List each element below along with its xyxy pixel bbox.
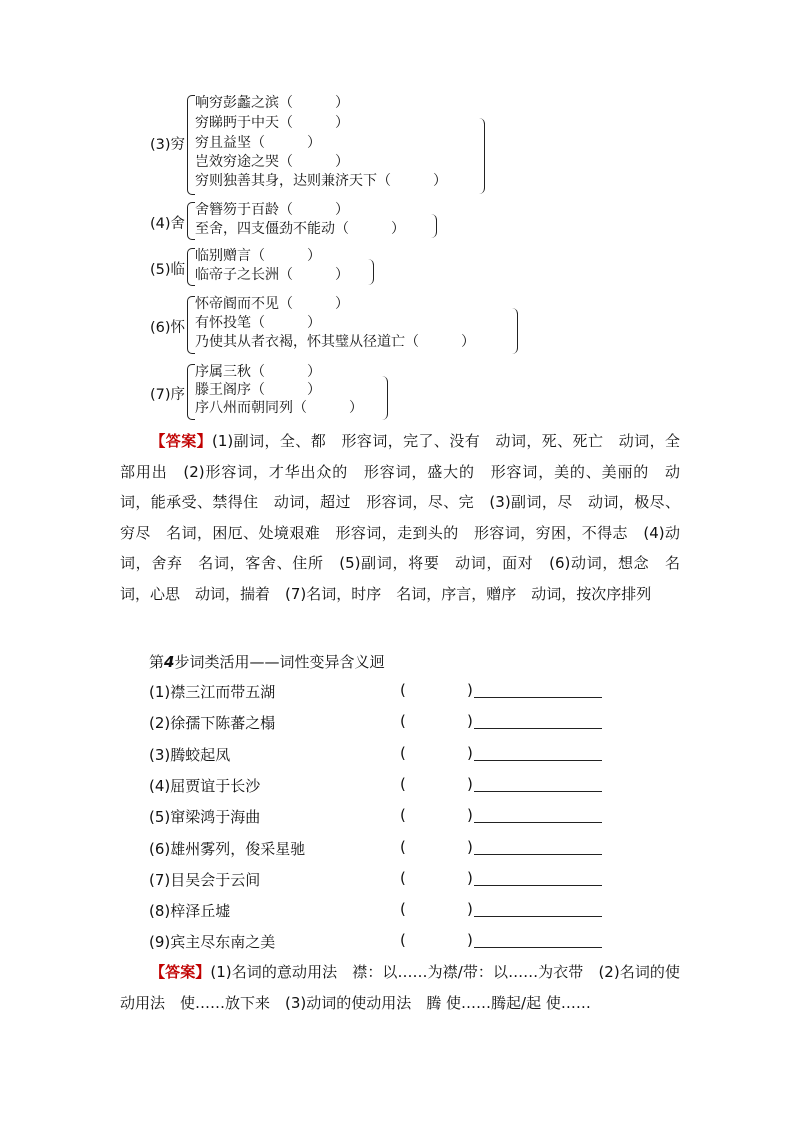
question-row: (4)屈贾谊于长沙 ( ) (149, 775, 609, 797)
answer-blank[interactable] (474, 697, 602, 698)
left-brace (187, 296, 195, 354)
list-item: 穷且益坚（ ） (195, 135, 321, 151)
right-brace (431, 214, 437, 238)
list-item: 穷则独善其身，达则兼济天下（ ） (195, 173, 447, 189)
left-brace (187, 202, 195, 240)
answer-block-2 (120, 957, 680, 1018)
list-item: 至舍，四支僵劲不能动（ ） (195, 221, 405, 237)
list-item: 怀帝阍而不见（ ） (195, 296, 349, 312)
answer-blank[interactable] (474, 822, 602, 823)
question-row: (1)襟三江而带五湖 ( ) (149, 681, 609, 703)
answer-text: (1)副词，全、都 形容词，完了、没有 动词，死、死亡 动词，全部用出 (2)形容词，才华出众的 形容词，盛大的 形容词，美的、美丽的 动词，能承受、禁得住 动词，超过 形容词，尽、完 (3)副词，尽 动词，极尽、穷尽 名词，困厄、处境艰难 形容词，走到头的 形容词，穷困，不得志 (4)动词，舍弃 名词，客舍、住所 (5)副词，将要 动词，面对 (6)动词，想念 名词，心思 动词，揣着 (7)名词，时序 名词，序言，赠序 动词，按次序排列 (120, 432, 680, 603)
question-row: (9)宾主尽东南之美 ( ) (149, 931, 609, 953)
step-title: 第4步词类活用——词性变异含义迥 (149, 653, 385, 671)
right-brace (479, 118, 485, 194)
list-item: 舍簪笏于百龄（ ） (195, 202, 349, 218)
left-brace (187, 248, 195, 286)
answer-blank[interactable] (474, 947, 602, 948)
right-brace (382, 376, 388, 420)
answer-blank[interactable] (474, 760, 602, 761)
answer-block-1 (120, 426, 680, 609)
list-item: 临别赠言（ ） (195, 248, 321, 264)
list-item: 序属三秋（ ） (195, 364, 321, 380)
answer-blank[interactable] (474, 791, 602, 792)
group-label: (7)序 (150, 387, 186, 403)
answer-tag: 【答案】 (150, 963, 211, 981)
group-label: (5)临 (150, 262, 186, 278)
question-row: (2)徐孺下陈蕃之榻 ( ) (149, 712, 609, 734)
list-item: 岂效穷途之哭（ ） (195, 154, 349, 170)
left-brace (187, 95, 195, 195)
question-row: (5)窜梁鸿于海曲 ( ) (149, 806, 609, 828)
left-brace (187, 364, 195, 420)
group-label: (3)穷 (150, 137, 186, 153)
list-item: 序八州而朝同列（ ） (195, 400, 363, 416)
answer-blank[interactable] (474, 885, 602, 886)
list-item: 乃使其从者衣褐，怀其璧从径道亡（ ） (195, 334, 475, 350)
list-item: 滕王阁序（ ） (195, 382, 321, 398)
question-row: (3)腾蛟起凤 ( ) (149, 744, 609, 766)
group-label: (6)怀 (150, 320, 186, 336)
list-item: 临帝子之长洲（ ） (195, 267, 349, 283)
question-row: (8)梓泽丘墟 ( ) (149, 900, 609, 922)
answer-tag: 【答案】 (150, 432, 213, 450)
answer-blank[interactable] (474, 916, 602, 917)
question-row: (7)目吴会于云间 ( ) (149, 869, 609, 891)
answer-blank[interactable] (474, 854, 602, 855)
question-row: (6)雄州雾列，俊采星驰 ( ) (149, 838, 609, 860)
list-item: 有怀投笔（ ） (195, 315, 321, 331)
list-item: 响穷彭蠡之滨（ ） (195, 95, 349, 111)
group-label: (4)舍 (150, 216, 186, 232)
answer-blank[interactable] (474, 728, 602, 729)
answer-text: (1)名词的意动用法 襟：以……为襟/带：以……为衣带 (2)名词的使动用法 使……放下来 (3)动词的使动用法 腾 使……腾起/起 使…… (120, 963, 680, 1012)
right-brace (368, 259, 374, 285)
right-brace (512, 308, 518, 354)
list-item: 穷睇眄于中天（ ） (195, 115, 349, 131)
